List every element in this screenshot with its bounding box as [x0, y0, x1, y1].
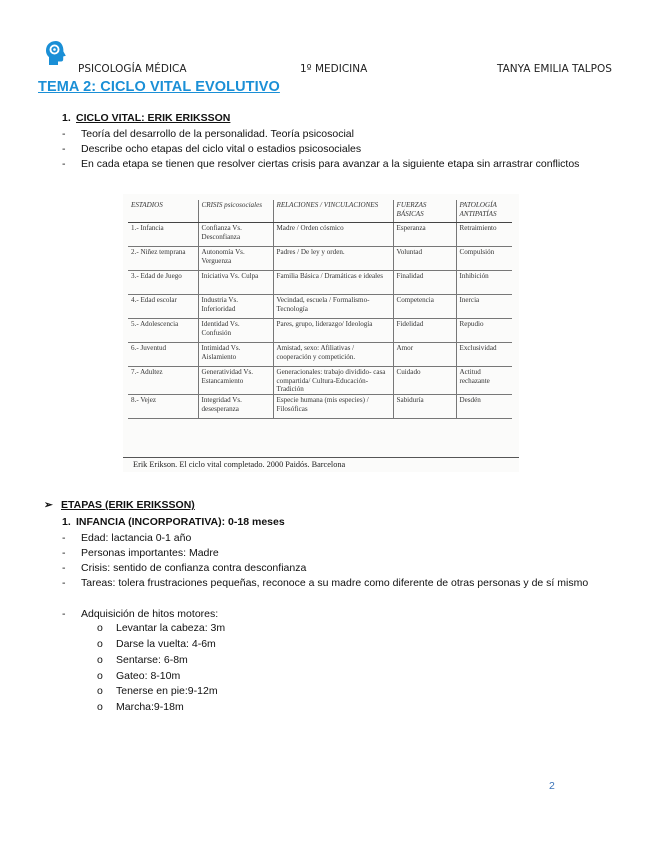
table-cell: Cuidado: [393, 367, 456, 395]
erikson-stages-table: [128, 200, 512, 419]
table-cell: 2.- Niñez temprana: [128, 247, 198, 271]
list-item-text: En cada etapa se tienen que resolver ciertas crisis para avanzar a la siguiente etapa sin arrastrar conflictos: [81, 158, 580, 170]
table-cell: 8.- Vejez: [128, 395, 198, 419]
list-item-text: Gateo: 8-10m: [116, 670, 181, 682]
table-cell: 1.- Infancia: [128, 223, 198, 247]
section-1-heading: [62, 112, 230, 124]
table-cell: Amor: [393, 343, 456, 367]
table-header-cell: FUERZAS BÁSICAS: [393, 200, 456, 223]
table-header-cell: PATOLOGÍA ANTIPATÍAS: [456, 200, 512, 223]
table-cell: Intimidad Vs. Aislamiento: [198, 343, 273, 367]
table-cell: Identidad Vs. Confusión: [198, 319, 273, 343]
table-cell: Pares, grupo, liderazgo/ Ideología: [273, 319, 393, 343]
table-row: [128, 367, 512, 395]
table-row: [128, 343, 512, 367]
stage-1-number: 1.: [62, 516, 71, 528]
table-row: [128, 247, 512, 271]
table-caption: Erik Erikson. El ciclo vital completado. 2000 Paidós. Barcelona: [133, 460, 346, 469]
table-header-cell: RELACIONES / VINCULACIONES: [273, 200, 393, 223]
table-cell: Generatividad Vs. Estancamiento: [198, 367, 273, 395]
table-header-cell: CRISIS psicosociales: [198, 200, 273, 223]
section-2-title: ETAPAS (ERIK ERIKSSON): [61, 499, 195, 511]
arrow-bullet-icon: ➢: [44, 499, 53, 511]
table-cell: Compulsión: [456, 247, 512, 271]
table-cell: Confianza Vs. Desconfianza: [198, 223, 273, 247]
table-row: [128, 395, 512, 419]
table-cell: Familia Básica / Dramáticas e ideales: [273, 271, 393, 295]
table-cell: 6.- Juventud: [128, 343, 198, 367]
list-item-text: Sentarse: 6-8m: [116, 654, 188, 666]
table-cell: Generacionales: trabajo dividido- casa compartida/ Cultura-Educación-Tradición: [273, 367, 393, 395]
table-cell: Vecindad, escuela / Formalismo-Tecnología: [273, 295, 393, 319]
list-item-text: Teoría del desarrollo de la personalidad. Teoría psicosocial: [81, 128, 354, 140]
table-cell: 4.- Edad escolar: [128, 295, 198, 319]
table-cell: 7.- Adultez: [128, 367, 198, 395]
list-item-text: Marcha:9-18m: [116, 701, 184, 713]
table-cell: Repudio: [456, 319, 512, 343]
list-item-text: Levantar la cabeza: 3m: [116, 622, 226, 634]
list-item-text: Adquisición de hitos motores:: [81, 608, 219, 620]
table-cell: Sabiduría: [393, 395, 456, 419]
table-cell: Finalidad: [393, 271, 456, 295]
table-cell: Actitud rechazante: [456, 367, 512, 395]
table-cell: Fidelidad: [393, 319, 456, 343]
list-item-text: Describe ocho etapas del ciclo vital o estadios psicosociales: [81, 143, 362, 155]
list-item-text: Tenerse en pie:9-12m: [116, 685, 218, 697]
table-cell: 5.- Adolescencia: [128, 319, 198, 343]
section-1-title: CICLO VITAL: ERIK ERIKSSON: [76, 112, 231, 124]
stage-1-title: INFANCIA (INCORPORATIVA): 0-18 meses: [76, 516, 285, 528]
page-title: TEMA 2: CICLO VITAL EVOLUTIVO: [38, 79, 280, 95]
list-item-text: Edad: lactancia 0-1 año: [81, 532, 192, 544]
table-cell: Retraimiento: [456, 223, 512, 247]
table-cell: Esperanza: [393, 223, 456, 247]
table-cell: Inercia: [456, 295, 512, 319]
table-header-cell: ESTADIOS: [128, 200, 198, 223]
list-item-text: Personas importantes: Madre: [81, 547, 219, 559]
table-cell: Desdén: [456, 395, 512, 419]
table-bottom-rule: [123, 457, 519, 458]
table-cell: Voluntad: [393, 247, 456, 271]
table-cell: Inhibición: [456, 271, 512, 295]
page-number: 2: [549, 780, 555, 792]
stage-1-heading: [62, 516, 285, 528]
table-row: [128, 295, 512, 319]
header-course: 1º MEDICINA: [300, 63, 368, 75]
head-brain-logo-icon: [44, 40, 68, 66]
list-item-text: Crisis: sentido de confianza contra desconfianza: [81, 562, 307, 574]
table-header-row: [128, 200, 512, 223]
table-cell: Amistad, sexo: Afiliativas / cooperación y competición.: [273, 343, 393, 367]
table-row: [128, 271, 512, 295]
table-cell: Exclusividad: [456, 343, 512, 367]
list-item-text: Tareas: tolera frustraciones pequeñas, reconoce a su madre como diferente de otras personas y de sí mismo: [81, 577, 589, 589]
list-item-text: Darse la vuelta: 4-6m: [116, 638, 216, 650]
header-author: TANYA EMILIA TALPOS: [497, 63, 612, 75]
table-cell: Integridad Vs. desesperanza: [198, 395, 273, 419]
table-cell: Autonomía Vs. Verguenza: [198, 247, 273, 271]
header-subject: PSICOLOGÍA MÉDICA: [78, 63, 187, 75]
table-cell: Competencia: [393, 295, 456, 319]
table-row: [128, 319, 512, 343]
section-1-number: 1.: [62, 112, 71, 124]
table-cell: Padres / De ley y orden.: [273, 247, 393, 271]
table-cell: Especie humana (mis especies) / Filosóficas: [273, 395, 393, 419]
table-cell: Iniciativa Vs. Culpa: [198, 271, 273, 295]
table-cell: Industria Vs. Inferioridad: [198, 295, 273, 319]
erikson-stages-table-image: [123, 194, 519, 472]
table-row: [128, 223, 512, 247]
table-cell: Madre / Orden cósmico: [273, 223, 393, 247]
table-cell: 3.- Edad de Juego: [128, 271, 198, 295]
